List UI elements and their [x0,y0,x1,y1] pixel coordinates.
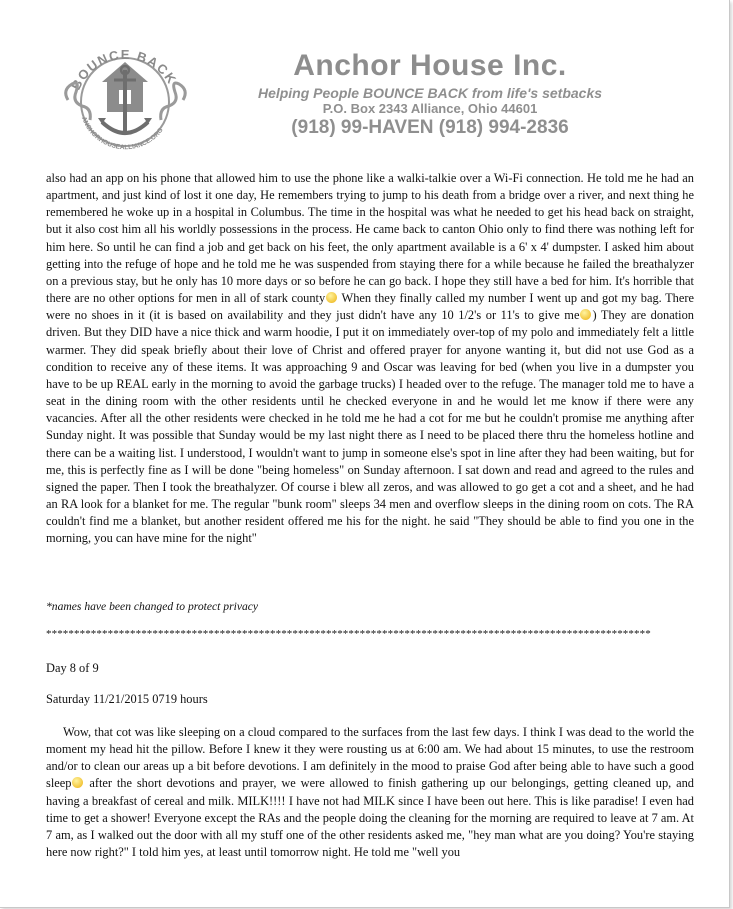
bounce-back-anchor-logo [58,40,193,160]
wink-face-icon [580,309,591,320]
svg-text:ANCHORHOUSEALLIANCE.ORG: ANCHORHOUSEALLIANCE.ORG [79,115,165,152]
journal-paragraph: also had an app on his phone that allowed him to use the phone like a walki-talkie over a Wi-Fi connection. He told me he had an apartment, and just kind of lost it one day, He remembers trying to jump to his death from a bridge over a river, and next thing he remembered he woke up in a hospital in Columbus. The time in the hospital was what he needed to get his head back on straight, but it also cost him all his worldly possessions in the process. He came back to canton Ohio only to find there was nothing left for him here. So until he can find a job and get back on his feet, the only apartment available is a 6' x 4' dumpster. I asked him about getting into the refuge of hope and he told me he was suspended from staying there for a while because he failed the breathalyzer on a previous stay, but he only has 10 more days or so before he can go back. I hope they still have a bed for him. It's horrible that there are no other options for men in all of stark county When they finally called my number I went up and got my bag. There were no shoes in it (it is based on availability and they just didn't have any 10 1/2's or 11's to give me ) They are donation driven. But they DID have a nice thick and warm hoodie, I put it on immediately over-top of my polo and immediately felt a little warmer. They did speak briefly about their love of Christ and offered prayer for anyone wanting it, but did not use God as a condition to receive any of these items. It was approaching 9 and Oscar was leaving for bed (when you live in a dumpster you have to be up REAL early in the morning to avoid the garbage trucks) I headed over to the refuge. The manager told me to have a seat in the dining room with the other residents until he checked everyone in and he would let me know if there were any vacancies. After all the other residents were checked in he told me he had a cot for me but he couldn't promise me anything after Sunday night. It was possible that Sunday would be my last night there as I need to be placed there thru the homeless hotline and there can be a waiting list. I understood, I wouldn't want to jump in someone else's spot in line after they had been waiting, but for me, this is perfectly fine as I will be done "being homeless" on Sunday afternoon. I sat down and read and agreed to the rules and signed the paper. Then I took the breathalyzer. Of course i blew all zeros, and was allowed to go get a cot and a sheet, and he had an RA look for a blanket for me. The regular "bunk room" sleeps 34 men and overflow sleeps in the dining room on cots. The RA couldn't find me a blanket, but another resident offered me his for the night. he said "They should be able to find you one in the morning, you can have mine for the night" [46,171,695,546]
date-line: Saturday 11/21/2015 0719 hours [46,692,208,706]
svg-text:BOUNCE BACK: BOUNCE BACK [67,47,180,93]
company-tagline: Helping People BOUNCE BACK from life's setbacks [257,85,603,101]
day-heading: Day 8 of 9 [46,661,99,675]
letterhead [230,48,630,139]
company-address: P.O. Box 2343 Alliance, Ohio 44601 [322,101,538,116]
smile-face-icon [72,777,83,788]
company-name: Anchor House Inc. [293,49,567,82]
company-phones: (918) 99-HAVEN (918) 994-2836 [291,117,569,138]
journal-paragraph-day8: Wow, that cot was like sleeping on a cloud compared to the surfaces from the last few days. I think I was dead to the world the moment my head hit the pillow. Before I knew it they were rousting us at 6:00 am. We had about 15 minutes, to use the restroom and/or to clean our areas up a bit before devotions. I am definitely in the mood to praise God after being able to have such a good sleep after the short devotions and prayer, we were allowed to finish gathering up our belongings, getting cleaned up, and having a breakfast of cereal and milk. MILK!!!! I have not had MILK since I have been out here. This is like paradise! I even had time to get a shower! Everyone except the RAs and the people doing the cleaning for the morning are required to leave at 7 am. At 7 am, as I walked out the door with all my stuff one of the other residents asked me, "hey man what are you doing? You're staying here now right?" I told him yes, at least until tomorrow night. He told me "well you [46,725,694,860]
sad-face-icon [326,292,337,303]
section-divider: ************************************************************************************************************ [46,628,651,640]
privacy-note: *names have been changed to protect privacy [46,600,259,613]
